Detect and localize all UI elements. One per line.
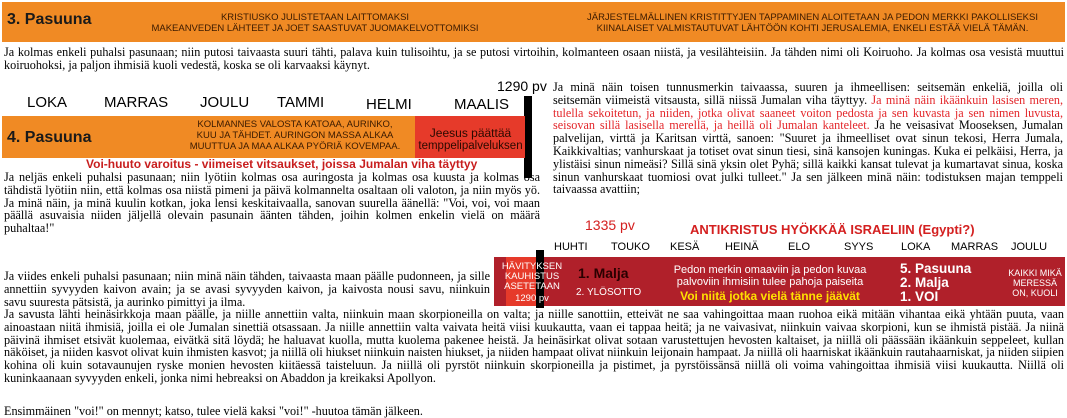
- banner-4-title: 4. Pasuuna: [7, 129, 92, 146]
- verse-right-part-a: Ja minä näin toisen tunnusmerkin taivaassa, suuren ja ihmeellisen: seitsemän enkeliä, joilla oli seitsemän viimeistä vitsausta, sillä niissä Jumalan viha täyttyy.: [553, 80, 1063, 107]
- kaikki-line-3: ON, KUOLI: [1012, 288, 1058, 298]
- kaikki-line-1: KAIKKI MIKÄ: [1008, 268, 1062, 278]
- verse-paragraph-right: [553, 81, 1063, 196]
- month-joulu-1: JOULU: [200, 94, 250, 111]
- month-tammi-1: TAMMI: [277, 94, 325, 111]
- month-loka-1: LOKA: [27, 94, 68, 111]
- month-kesa-2: KESÄ: [670, 241, 700, 253]
- banner-3-line-1b: MAKEANVEDEN LÄHTEET JA JOET SAASTUVAT JUOMAKELVOTTOMIKSI: [151, 23, 479, 34]
- month-marras-2: MARRAS: [951, 241, 999, 253]
- month-huhti-2: HUHTI: [554, 241, 588, 253]
- banner-4-desc-3: MUUTTUA JA MAA ALKAA PYÖRIÄ KOVEMPAA.: [189, 141, 401, 152]
- days-1290-label: 1290 pv: [497, 78, 547, 94]
- malja-1-label: 1. Malja: [578, 265, 629, 281]
- voi-1-label: 1. VOI: [900, 289, 939, 304]
- month-marras-1: MARRAS: [104, 94, 169, 111]
- verse-right-red: Ja minä näin ikäänkuin lasisen meren, tulella sekoitetun, ja niiden, jotka olivat saaneet voiton pedosta ja sen kuvasta ja sen nimen luvusta, seisovan sillä lasisella merellä, ja heillä oli Jumalan kanteleet.: [553, 92, 1064, 133]
- verse-paragraph-4: Ja savusta lähti heinäsirkkoja maan päälle, ja niille annettiin valta, niinkuin maan skorpioneilla on valta; ja niille sanottiin, etteivät ne saa vahingoittaa maan ruohoa eikä mitään vihantaa eikä yhtään puuta, vaan ainoastaan niitä ihmisiä, joilla ei ole Jumalan sinettiä otsassaan. Ja niille annettiin valta vaivata heitä viisi kuukautta, vaan ei tappaa heitä; ja ne vaivasivat, niinkuin vaivaa skorpioni, kun se ihmistä pistää. Ja niinä päivinä ihmiset etsivät kuolemaa, eivätkä sitä löydä; he haluavat kuolla, mutta kuolema pakenee heistä. Ja heinäsirkat olivat sotaan varustettujen hevosten kaltaiset, ja niillä oli päässään ikäänkuin seppeleet, kullan näköiset, ja niiden kasvot olivat kuin ihmisten kasvot; ja niillä oli hiukset niinkuin naisten hiukset, ja niiden hampaat olivat niinkuin leijonain hampaat. Ja niillä oli haarniskat ikäänkuin rautahaarniskat, ja niiden siipien kohina oli kuin sotavaunujen ryske monien hevosten kiitäessä taisteluun. Ja niillä oli pyrstöt niinkuin skorpioneilla ja pistimet, ja pyrstöissänsä niillä oli voima vahingoittaa ihmisiä viisi kuukautta. Niillä oli kuninkaanaan syvyyden enkeli, jonka nimi hebreaksi on Abaddon ja kreikaksi Apollyon.: [4, 307, 1064, 385]
- verse-paragraph-5: Ensimmäinen "voi!" on mennyt; katso, tulee vielä kaksi "voi!" -huutoa tämän jälkeen.: [4, 404, 423, 418]
- banner-3-title: 3. Pasuuna: [7, 11, 92, 28]
- jesus-line-2: temppelipalveluksen: [418, 140, 523, 152]
- voi-nille-label: Voi niitä jotka vielä tänne jäävät: [680, 289, 860, 303]
- havitys-days: 1290 pv: [515, 293, 549, 304]
- verse-paragraph-2: Ja neljäs enkeli puhalsi pasunaan; niin lyötiin kolmas osa auringosta ja kolmas osa kuusta ja kolmas osa tähdistä lyötiin niin, että kolmas osa niistä pimeni ja päivä kolmannelta osaltaan oli valoton, ja niin myös yö. Ja minä näin, ja minä kuulin kotkan, joka lensi keskitaivaalla, sanovan suurella äänellä: "Voi, voi, voi maan päällä asuvaisia niiden jäljellä olevain pasunain äänten tähden, joihin kolmen enkelin vielä on määrä puhaltaa!": [4, 170, 540, 236]
- timeline-2-heading: ANTIKRISTUS HYÖKKÄÄ ISRAELIIN (Egypti?): [690, 222, 975, 237]
- banner-3-line-2b: KIINALAISET VALMISTAUTUVAT LÄHTÖÖN KOHTI JERUSALEMIA, ENKELI ESTÄÄ VIELÄ TÄMÄN.: [596, 23, 1029, 34]
- ylosotto-label: 2. YLÖSOTTO: [576, 287, 642, 298]
- timeline-1-subtitle: Voi-huuto varoitus - viimeiset vitsaukset, joissa Jumalan viha täyttyy: [86, 157, 478, 171]
- verse-right-part-b: Ja he veisasivat Mooseksen, Jumalan palvelijan, virttä ja Karitsan virttä, sanoen: "Suuret ja ihmeelliset ovat sinun tekosi, Herra Jumala, Kaikkivaltias; vanhurskaat ja totiset ovat sinun tiesi, sinä kansojen kuningas. Kuka ei pelkäisi, Herra, ja ylistäisi sinun nimeäsi? Sillä sinä yksin olet Pyhä; sillä kaikki kansat tulevat ja kumartavat sinua, koska sinun vanhurskaat tuomiosi ovat julki tulleet." Ja sen jälkeen minä näin: todistuksen majan temppeli taivaassa avattiin;: [553, 118, 1063, 197]
- pedon-line-1: Pedon merkin omaaviin ja pedon kuvaa: [673, 264, 867, 276]
- kaikki-line-2: MERESSÄ: [1012, 278, 1057, 288]
- havitys-line-3: ASETETAAN: [504, 281, 560, 292]
- month-loka-2: LOKA: [901, 241, 931, 253]
- jesus-line-1: Jeesus päättää: [429, 126, 512, 140]
- malja-2-label: 2. Malja: [900, 275, 949, 290]
- havitys-line-2: KAUHISTUS: [504, 271, 560, 282]
- banner-3-line-2a: JÄRJESTELMÄLLINEN KRISTITTYJEN TAPPAMINEN ALOITETAAN JA PEDON MERKKI PAKOLLISEKSI: [586, 12, 1038, 23]
- banner-4-desc-1: KOLMANNES VALOSTA KATOAA, AURINKO,: [197, 119, 393, 130]
- pedon-line-2: palvoviin ihmisiin tulee pahoja paiseita: [676, 276, 864, 288]
- havitys-line-1: HÄVITYKSEN: [501, 261, 563, 272]
- month-helmi-1: HELMI: [366, 96, 412, 113]
- banner-3-line-1a: KRISTIUSKO JULISTETAAN LAITTOMAKSI: [220, 12, 410, 23]
- month-joulu-2: JOULU: [1011, 241, 1048, 253]
- days-1335-label: 1335 pv: [585, 217, 635, 233]
- month-maalis-1: MAALIS: [454, 96, 510, 113]
- timeline-1-marker: [524, 96, 532, 178]
- month-elo-2: ELO: [788, 241, 811, 253]
- pasuuna-5-label: 5. Pasuuna: [900, 261, 972, 276]
- month-syys-2: SYYS: [844, 241, 874, 253]
- verse-paragraph-1: Ja kolmas enkeli puhalsi pasunaan; niin putosi taivaasta suuri tähti, palava kuin tulisoihtu, ja se putosi virtoihin, kolmanteen osaan niistä, ja vesilähteisiin. Ja tähden nimi oli Koiruoho. Ja kolmas osa vesistä muuttui koiruohoksi, ja paljon ihmisiä kuoli vedestä, koska se oli karvaaksi käynyt.: [4, 45, 1064, 72]
- verse-paragraph-3: Ja viides enkeli puhalsi pasunaan; niin minä näin tähden, taivaasta maan päälle pudonneen, ja sille annettiin syvyyden kaivon avain; ja se avasi syvyyden kaivon, ja kaivosta nousi savu, niinkuin savu suuresta pätsistä, ja aurinko pimittyi ja ilma.: [4, 269, 490, 309]
- month-touko-2: TOUKO: [611, 241, 650, 253]
- month-heina-2: HEINÄ: [725, 241, 759, 253]
- banner-4-desc-2: KUU JA TÄHDET. AURINGON MASSA ALKAA: [196, 130, 394, 141]
